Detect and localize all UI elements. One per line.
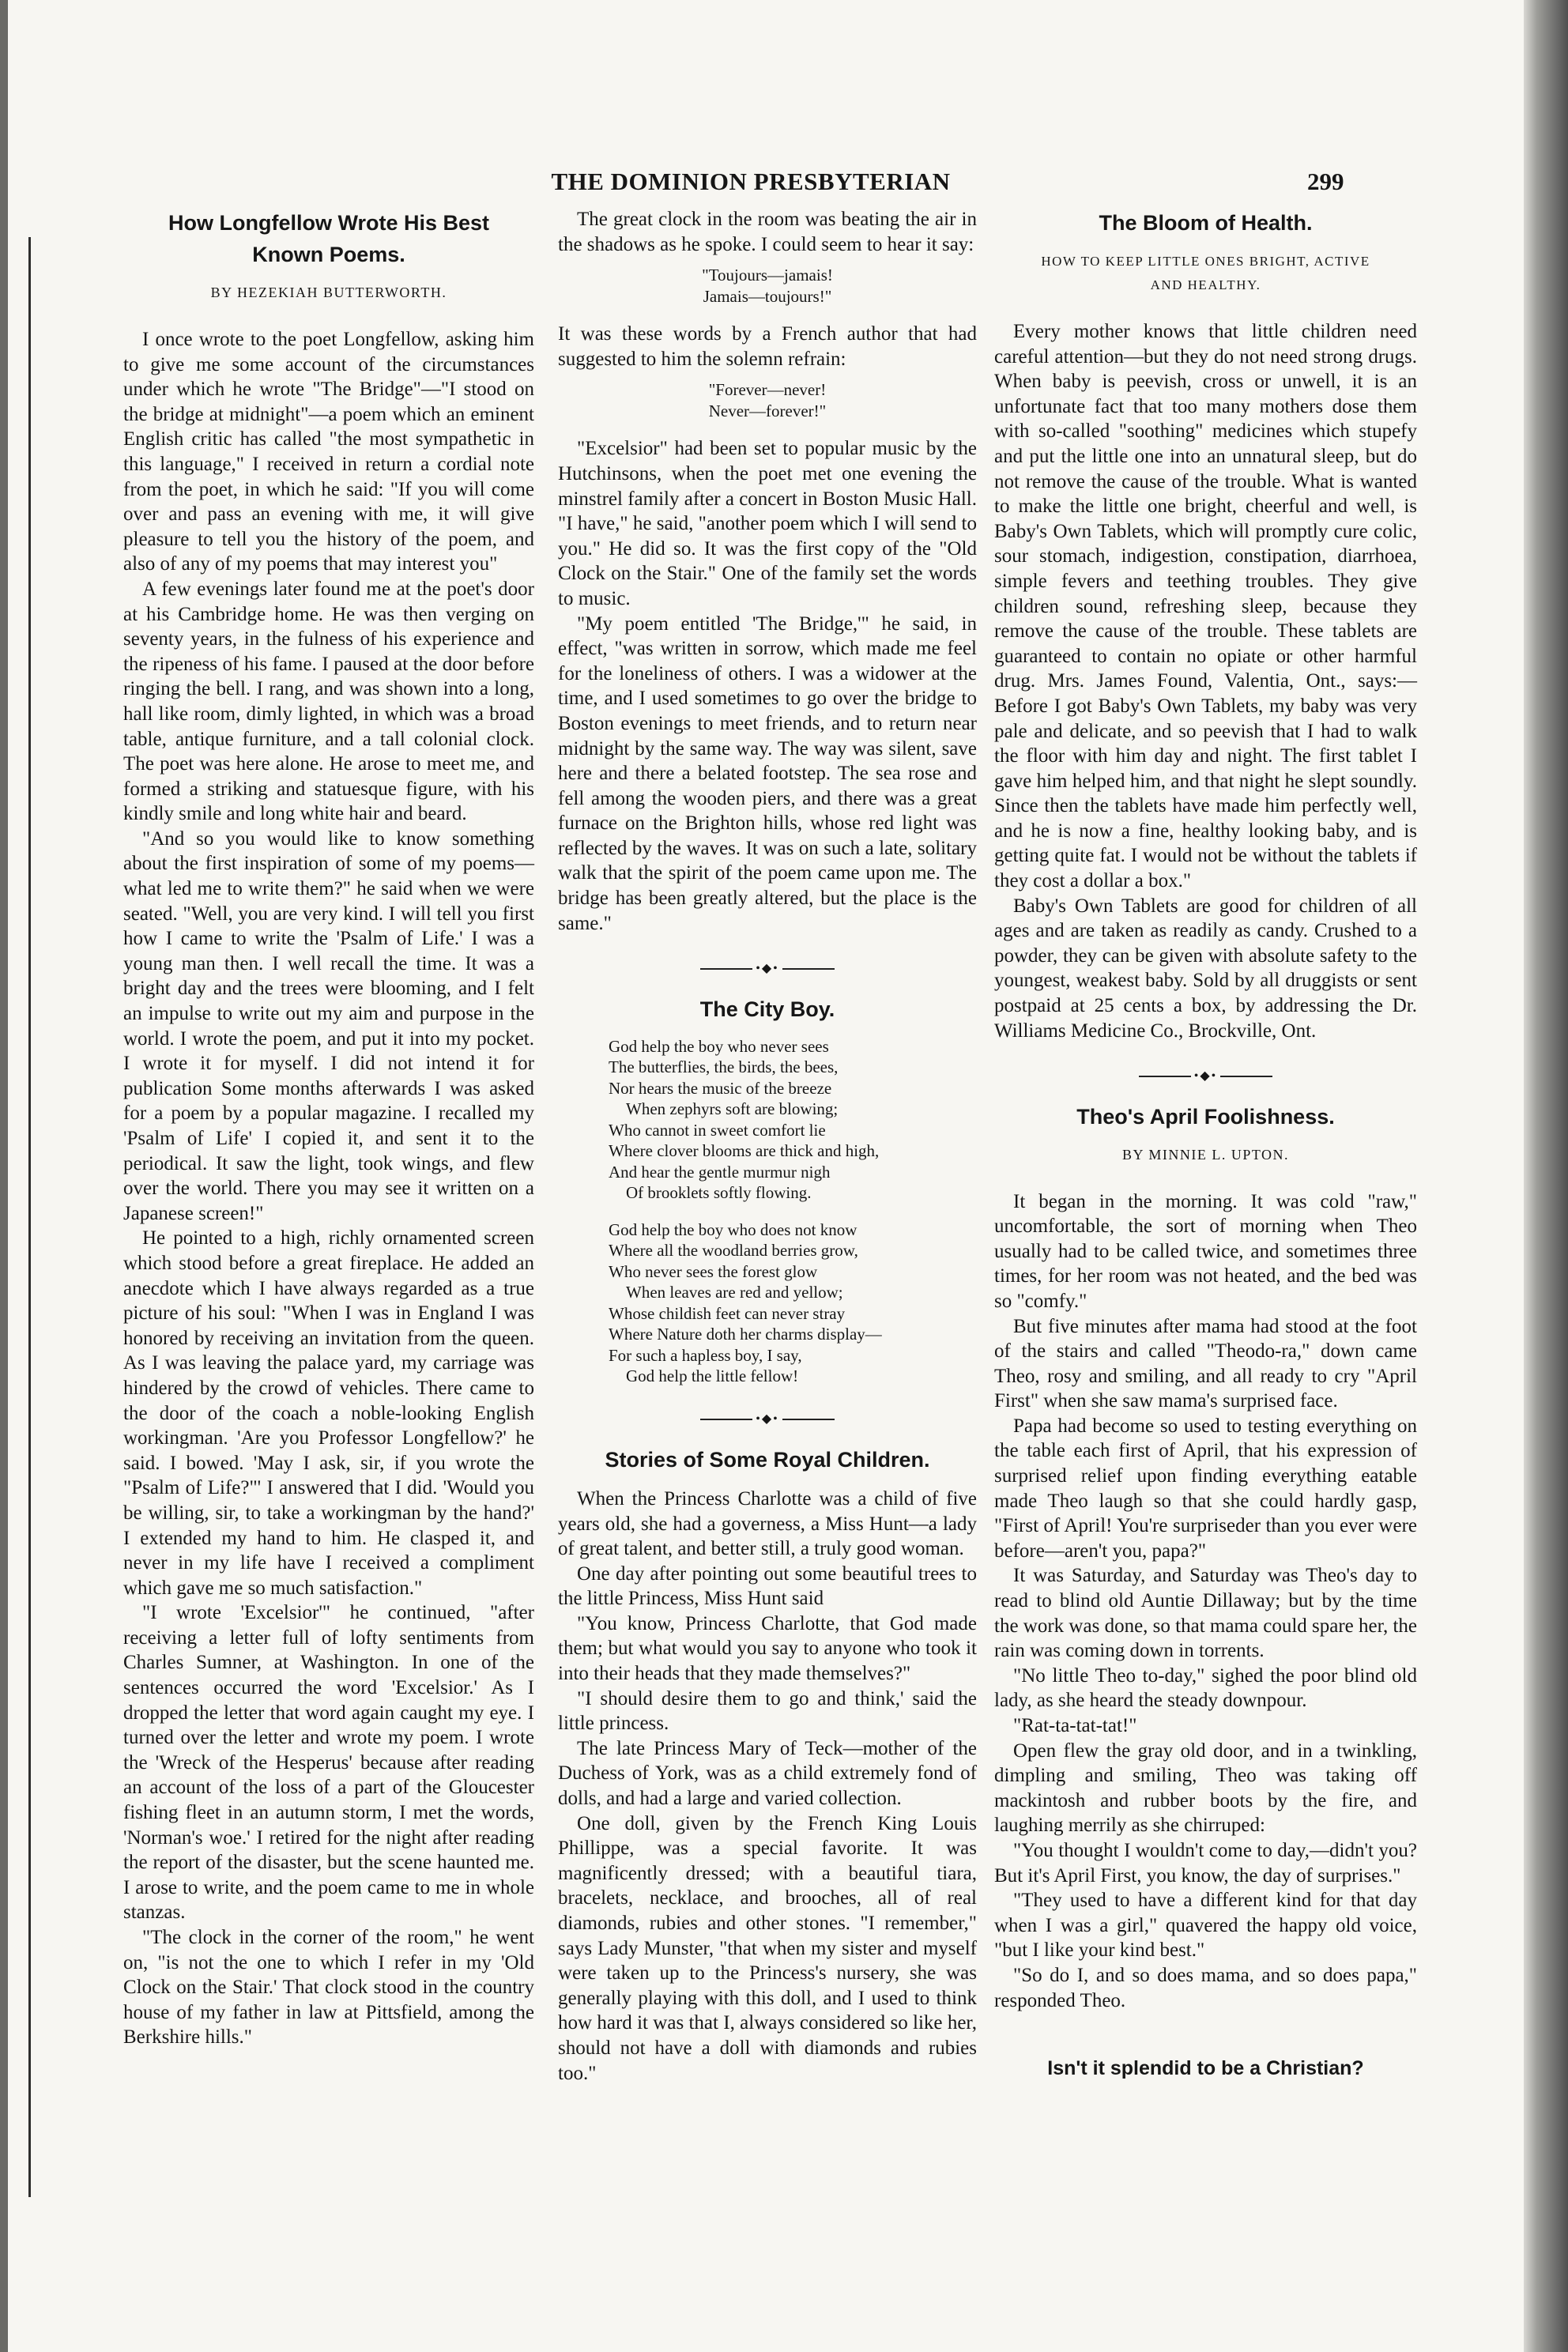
theo-paragraph: "So do I, and so does mama, and so does papa," responded Theo. [994, 1964, 1417, 2011]
longfellow-paragraph: "I wrote 'Excelsior'" he continued, "after receiving a letter full of lofty sentiments from Charles Sumner, at Washington. In one of the sentences occurred the word 'Excelsior.' As I dropped the letter that word again caught my eye. I turned over the letter and wrote my poem. I wrote the 'Wreck of the Hesperus' because after reading an account of the loss of a part of the Gloucester fishing fleet in an autumn storm, I met the words, 'Norman's woe.' I retired for the night after reading the report of the disaster, but the scene haunted me. I arose to write, and the poem came to me in whole stanzas. [123, 1602, 534, 1924]
longfellow-title-line1: How Longfellow Wrote His Best [168, 211, 489, 235]
longfellow-byline: BY HEZEKIAH BUTTERWORTH. [210, 285, 447, 300]
bloom-subhead-line1: HOW TO KEEP LITTLE ONES BRIGHT, ACTIVE [1041, 254, 1370, 269]
poem-line: God help the boy who never sees [609, 1036, 829, 1056]
page-number: 299 [1307, 168, 1344, 195]
poem-line: When leaves are red and yellow; [626, 1283, 843, 1302]
theo-paragraph: "You thought I wouldn't come to day,—didn't you? But it's April First, you know, the day of surprises." [994, 1839, 1417, 1886]
column-3 [994, 207, 1417, 2081]
longfellow-paragraph: I once wrote to the poet Longfellow, asking him to give me some account of the circumstances under which he wrote "The Bridge"—"I stood on the bridge at midnight"—a poem which an eminent English critic has called "the most sympathetic in this language," I received in return a cordial note from the poet, in which he said: "If you will come over and pass an evening with me, it will give pleasure to tell you the history of the poem, and also of any of my poems that may interest you" [123, 329, 534, 575]
poem-line: God help the boy who does not know [609, 1219, 858, 1239]
longfellow-paragraph: "Excelsior" had been set to popular music by the Hutchinsons, when the poet met one evening the minstrel family after a concert in Boston Music Hall. "I have," he said, "another poem which I will send to you." He did so. It was the first copy of the "Old Clock on the Stair." One of the family set the words to music. [558, 438, 977, 609]
bloom-paragraph: Baby's Own Tablets are good for children of all ages and are taken as readily as candy. Crushed to a powder, they can be given with absolute safety to the youngest, weakest baby. Sold by all druggists or sent postpaid at 25 cents a box, by addressing the Dr. Williams Medicine Co., Brockville, Ont. [994, 895, 1417, 1042]
royal-paragraph: "You know, Princess Charlotte, that God made them; but what would you say to anyone who took it into their heads that they made themselves?" [558, 1612, 977, 1685]
quote-line: Jamais—toujours!" [703, 287, 832, 307]
royal-paragraph: "I should desire them to go and think,' said the little princess. [558, 1687, 977, 1735]
poem-line: Whose childish feet can never stray [609, 1303, 846, 1323]
royal-paragraph: One day after pointing out some beautiful trees to the little Princess, Miss Hunt said [558, 1562, 977, 1610]
royal-paragraph: The late Princess Mary of Teck—mother of the Duchess of York, was as a child extremely fond of dolls, and had a large and varied collection. [558, 1737, 977, 1810]
quote-line: Never—forever!" [708, 401, 827, 421]
quote-forever [558, 379, 977, 422]
bloom-subhead-line2: AND HEALTHY. [1150, 277, 1261, 292]
poem-line: Nor hears the music of the breeze [609, 1078, 832, 1098]
poem-line: Where all the woodland berries grow, [609, 1241, 858, 1261]
longfellow-paragraph: "My poem entitled 'The Bridge,'" he said, in effect, "was written in sorrow, which made me feel for the loneliness of others. I was a widower at the time, and I used sometimes to go over the bridge to Boston evenings to meet friends, and to return near midnight by the same way. The way was silent, save here and there a belated footstep. The sea rose and fell among the wooden piers, and there was a great furnace on the Brighton hills, whose red light was reflected by the waves. It was on such a late, solitary walk that the spirit of the poem came upon me. The bridge has been greatly altered, but the place is the same." [558, 612, 977, 934]
longfellow-paragraph: It was these words by a French author that had suggested to him the solemn refrain: [558, 323, 977, 370]
section-divider: •◆• [558, 1411, 977, 1428]
longfellow-paragraph: "And so you would like to know something about the first inspiration of some of my poems—what led me to write them?" he said when we were seated. "Well, you are very kind. I will tell you first how I came to write the 'Psalm of Life.' I was a young man then. I well recall the time. It was a bright day and the trees were blooming, and I felt an impulse to write out my aim and purpose in the world. I wrote the poem, and put it into my pocket. I wrote it for myself. I did not intend it for publication Some months afterwards I was asked for a poem by a popular magazine. I recalled my 'Psalm of Life' I copied it, and sent it to the periodical. It saw the light, took wings, and flew over the world. There you may see it written on a Japanese screen!" [123, 827, 534, 1224]
poem-line: Of brooklets softly flowing. [626, 1183, 812, 1203]
poem-line: And hear the gentle murmur nigh [609, 1162, 831, 1182]
theo-title: Theo's April Foolishness. [1076, 1104, 1335, 1129]
quote-toujours [558, 265, 977, 307]
longfellow-paragraph: The great clock in the room was beating the air in the shadows as he spoke. I could seem to hear it say: [558, 209, 977, 255]
masthead-title: THE DOMINION PRESBYTERIAN [551, 168, 951, 195]
longfellow-paragraph: He pointed to a high, richly ornamented screen which stood before a great fireplace. He added an anecdote which I have always regarded as a true picture of his soul: "When I was in England I was honored by receiving an invitation from the queen. As I was leaving the palace yard, my carriage was hindered by the crowd of vehicles. There came to the door of the coach a noble-looking English workingman. 'Are you Professor Longfellow?' he said. I bowed. 'May I ask, sir, if you wrote the "Psalm of Life?"' I answered that I did. 'Would you be willing, sir, to take a workingman by the hand?' I extended my hand to him. He clasped it, and never in my life have I received a compliment which gave me so much satisfaction." [123, 1227, 534, 1599]
quote-line: "Toujours—jamais! [702, 266, 833, 285]
bloom-title: The Bloom of Health. [1099, 211, 1313, 235]
theo-paragraph: "Rat-ta-tat-tat!" [1013, 1715, 1137, 1737]
poem-line: The butterflies, the birds, the bees, [609, 1057, 839, 1077]
theo-paragraph: Open flew the gray old door, and in a twinkling, dimpling and smiling, Theo was taking off mackintosh and rubber boots by the fire, and laughing merrily as she chirruped: [994, 1740, 1417, 1837]
longfellow-paragraph: "The clock in the corner of the room," he went on, "is not the one to which I refer in my 'Old Clock on the Stair.' That clock stood in the country house of my father in law at Pittsfield, among the Berkshire hills." [123, 1927, 534, 2049]
city-boy-stanza-1 [558, 1036, 977, 1204]
theo-paragraph: Papa had become so used to testing everything on the table each first of April, that his expression of surprised relief upon finding everything eatable made Theo laugh so that she could hardly gasp, "First of April! You're surpriseder than you ever were before—aren't you, papa?" [994, 1415, 1417, 1562]
poem-line: When zephyrs soft are blowing; [626, 1099, 839, 1119]
theo-paragraph: It began in the morning. It was cold "raw," uncomfortable, the sort of morning when Theo usually had to be called twice, and sometimes three times, for her room was not heated, and the bed was so "comfy." [994, 1190, 1417, 1312]
city-boy-stanza-2 [558, 1219, 977, 1387]
longfellow-paragraph: A few evenings later found me at the poet's door at his Cambridge home. He was then verging on seventy years, in the fulness of his experience and the ripeness of his fame. I paused at the door before ringing the bell. I rang, and was shown into a long, hall like room, dimly lighted, in which was a broad table, antique furniture, and a tall colonial clock. The poet was here alone. He arose to meet me, and formed a striking and statuesque figure, with his kindly smile and long white hair and beard. [123, 578, 534, 825]
royal-paragraph: When the Princess Charlotte was a child of five years old, she had a governess, a Miss Hunt—a lady of great talent, and better still, a truly good woman. [558, 1487, 977, 1560]
royal-children-title: Stories of Some Royal Children. [605, 1447, 930, 1472]
poem-line: For such a hapless boy, I say, [609, 1345, 802, 1365]
column-1 [123, 207, 534, 2050]
column-2 [558, 207, 977, 2086]
poem-line: Where Nature doth her charms display— [609, 1325, 882, 1344]
theo-paragraph: "No little Theo to-day," sighed the poor blind old lady, as she heard the steady downpour. [994, 1664, 1417, 1712]
closing-line: Isn't it splendid to be a Christian? [1047, 2057, 1364, 2080]
poem-line: God help the little fellow! [626, 1366, 799, 1386]
poem-line: Who cannot in sweet comfort lie [609, 1120, 826, 1140]
city-boy-title: The City Boy. [699, 997, 835, 1021]
theo-paragraph: But five minutes after mama had stood at the foot of the stairs and called "Theodo-ra," down came Theo, rosy and smiling, and all ready to cry "April First" when she saw mama's surprised face. [994, 1315, 1417, 1412]
bloom-paragraph: Every mother knows that little children need careful attention—but they do not need strong drugs. When baby is peevish, cross or unwell, it is an unfortunate fact that too many mothers dose them with so-called "soothing" medicines which stupefy and put the little one into an unnatural sleep, but do not remove the cause of the trouble. What is wanted to make the little one bright, cheerful and well, is Baby's Own Tablets, which will promptly cure colic, sour stomach, indigestion, constipation, diarrhoea, simple fevers and teething troubles. They give children sound, refreshing sleep, because they remove the cause of the trouble. These tablets are guaranteed to contain no opiate or other harmful drug. Mrs. James Found, Valentia, Ont., says:—Before I got Baby's Own Tablets, my baby was very pale and delicate, and so peevish that I had to walk the floor with him day and night. The first tablet I gave him helped him, and that night he slept soundly. Since then the tablets have made him perfectly well, and he is now a fine, healthy looking baby, and is getting quite fat. I would not be without the tablets if they cost a dollar a box." [994, 321, 1417, 892]
longfellow-title [123, 207, 534, 270]
poem-line: Where clover blooms are thick and high, [609, 1141, 880, 1161]
theo-paragraph: "They used to have a different kind for that day when I was a girl," quavered the happy old voice, "but I like your kind best." [994, 1890, 1417, 1962]
poem-line: Who never sees the forest glow [609, 1261, 818, 1281]
quote-line: "Forever—never! [708, 380, 827, 400]
scan-edge-right [1524, 0, 1568, 2352]
theo-paragraph: It was Saturday, and Saturday was Theo's day to read to blind old Auntie Dillaway; but by the time the work was done, so that mama could spare her, the rain was coming down in torrents. [994, 1565, 1417, 1662]
longfellow-title-line2: Known Poems. [252, 243, 405, 266]
section-divider: •◆• [994, 1067, 1417, 1084]
scan-edge-left [0, 0, 8, 2352]
bloom-subhead [994, 250, 1417, 297]
section-divider: •◆• [558, 959, 977, 977]
theo-byline: BY MINNIE L. UPTON. [1122, 1146, 1289, 1163]
margin-rule [28, 237, 31, 2197]
royal-paragraph: One doll, given by the French King Louis Phillippe, was a special favorite. It was magnificently dressed; with a beautiful tiara, bracelets, necklace, and brooches, all of real diamonds, rubies and other stones. "I remember," says Lady Munster, "that when my sister and myself were taken up to the Princess's nursery, she was generally playing with this doll, and I used to think how hard it was that I, always considered so like her, should not have a doll with diamonds and rubies too." [558, 1812, 977, 2084]
